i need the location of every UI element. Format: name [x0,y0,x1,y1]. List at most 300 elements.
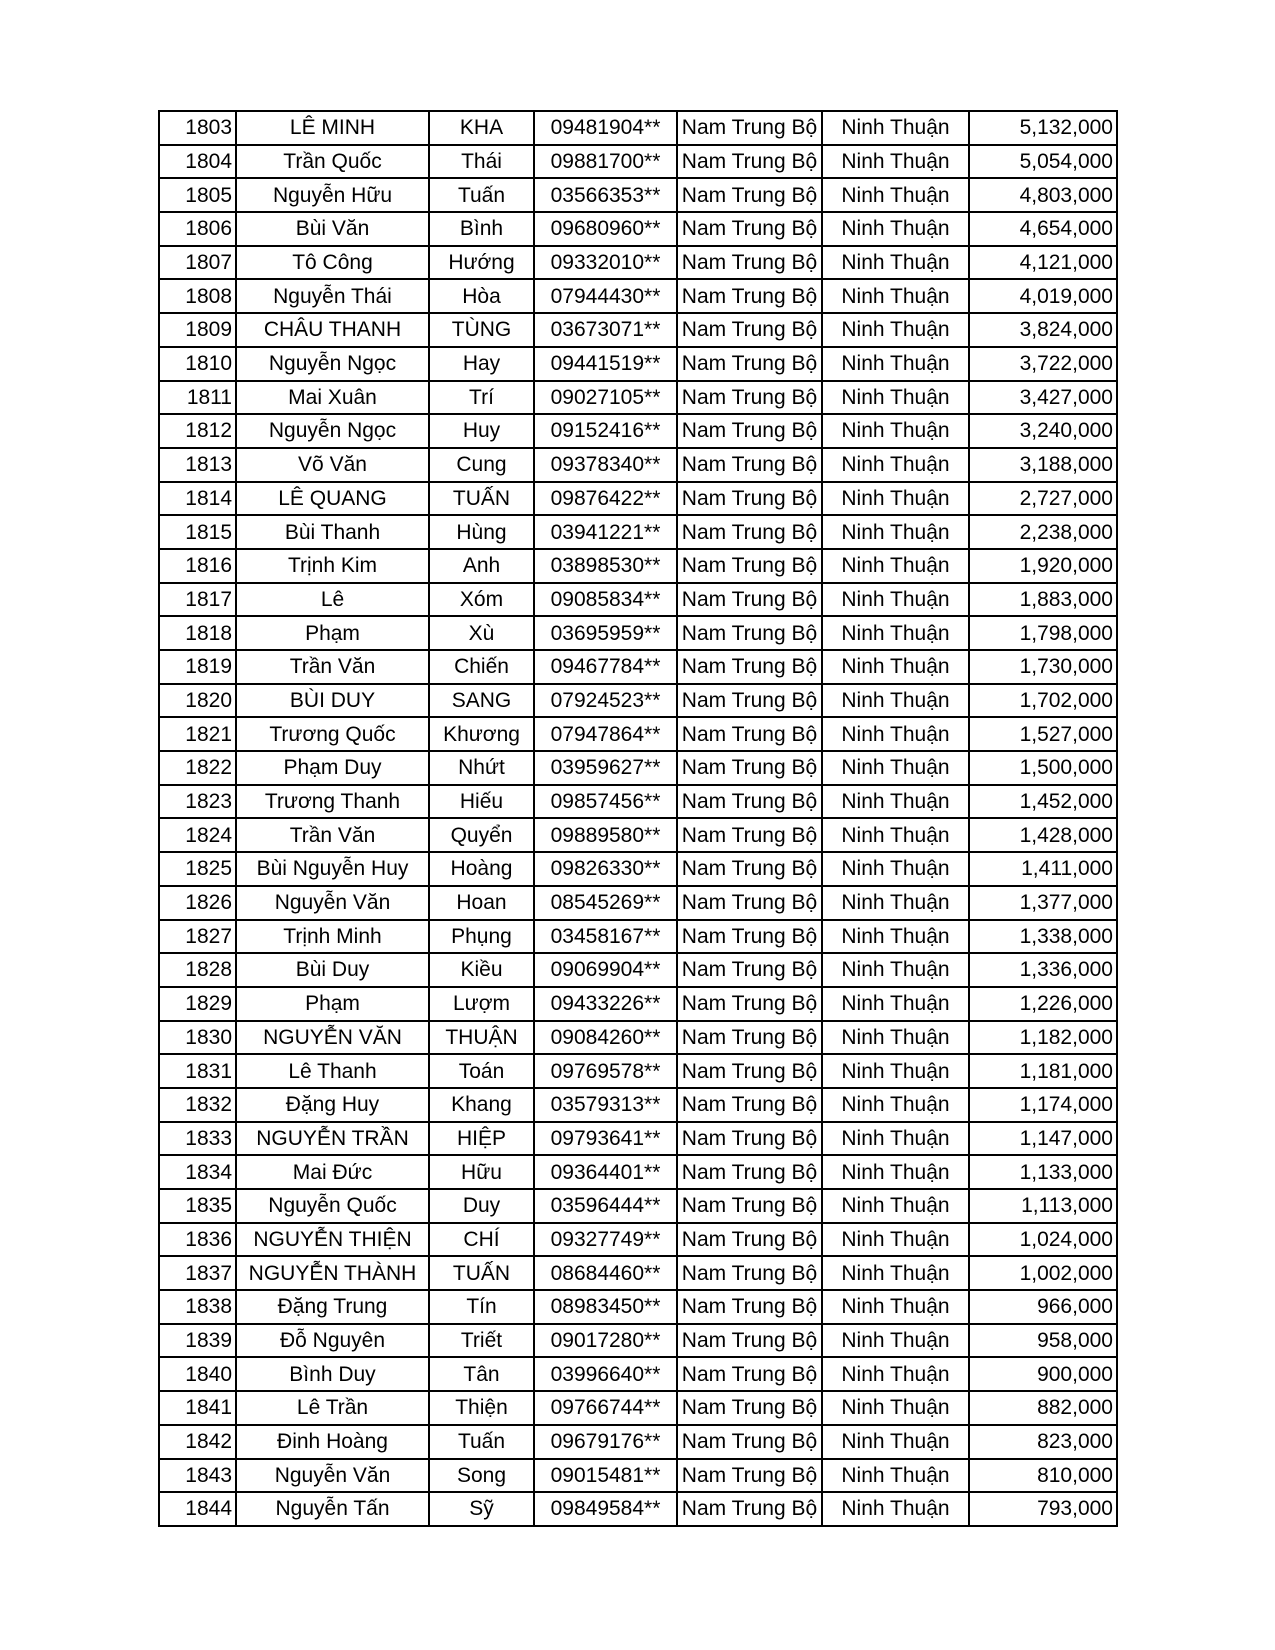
phone-cell: 09876422** [534,482,677,516]
first-middle-name-cell: Phạm [236,616,429,650]
table-row [159,987,1117,1021]
region-cell: Nam Trung Bộ [677,1054,822,1088]
given-name-cell: Tín [429,1290,534,1324]
region-cell: Nam Trung Bộ [677,920,822,954]
beneficiary-table-body [159,111,1117,1526]
amount-cell: 1,147,000 [969,1122,1117,1156]
table-row [159,515,1117,549]
region-cell: Nam Trung Bộ [677,414,822,448]
beneficiary-table [158,110,1118,1527]
phone-cell: 03566353** [534,178,677,212]
given-name-cell: Triết [429,1324,534,1358]
region-cell: Nam Trung Bộ [677,145,822,179]
given-name-cell: Hiếu [429,785,534,819]
amount-cell: 4,654,000 [969,212,1117,246]
given-name-cell: Xóm [429,583,534,617]
first-middle-name-cell: Mai Xuân [236,381,429,415]
given-name-cell: Tuấn [429,1425,534,1459]
first-middle-name-cell: NGUYỄN TRẦN [236,1122,429,1156]
amount-cell: 5,054,000 [969,145,1117,179]
amount-cell: 1,181,000 [969,1054,1117,1088]
given-name-cell: Song [429,1459,534,1493]
phone-cell: 09849584** [534,1492,677,1526]
first-middle-name-cell: Bùi Duy [236,953,429,987]
region-cell: Nam Trung Bộ [677,1088,822,1122]
phone-cell: 03458167** [534,920,677,954]
province-cell: Ninh Thuận [822,1223,969,1257]
given-name-cell: Hoàng [429,852,534,886]
table-row [159,852,1117,886]
province-cell: Ninh Thuận [822,448,969,482]
table-row [159,1492,1117,1526]
first-middle-name-cell: Đặng Trung [236,1290,429,1324]
row-id-cell: 1810 [159,347,236,381]
phone-cell: 09680960** [534,212,677,246]
amount-cell: 5,132,000 [969,111,1117,145]
phone-cell: 09857456** [534,785,677,819]
region-cell: Nam Trung Bộ [677,684,822,718]
table-row [159,1054,1117,1088]
table-row [159,414,1117,448]
given-name-cell: Chiến [429,650,534,684]
table-row [159,279,1117,313]
first-middle-name-cell: Nguyễn Ngọc [236,414,429,448]
province-cell: Ninh Thuận [822,920,969,954]
row-id-cell: 1828 [159,953,236,987]
table-row [159,920,1117,954]
first-middle-name-cell: LÊ MINH [236,111,429,145]
region-cell: Nam Trung Bộ [677,583,822,617]
region-cell: Nam Trung Bộ [677,1189,822,1223]
amount-cell: 966,000 [969,1290,1117,1324]
given-name-cell: Hòa [429,279,534,313]
province-cell: Ninh Thuận [822,684,969,718]
first-middle-name-cell: Mai Đức [236,1155,429,1189]
region-cell: Nam Trung Bộ [677,987,822,1021]
region-cell: Nam Trung Bộ [677,482,822,516]
first-middle-name-cell: Võ Văn [236,448,429,482]
given-name-cell: Khương [429,717,534,751]
phone-cell: 09766744** [534,1391,677,1425]
province-cell: Ninh Thuận [822,1088,969,1122]
first-middle-name-cell: Trương Quốc [236,717,429,751]
row-id-cell: 1816 [159,549,236,583]
row-id-cell: 1822 [159,751,236,785]
given-name-cell: Phụng [429,920,534,954]
table-row [159,448,1117,482]
first-middle-name-cell: Nguyễn Tấn [236,1492,429,1526]
amount-cell: 1,377,000 [969,886,1117,920]
amount-cell: 1,428,000 [969,818,1117,852]
given-name-cell: Hùng [429,515,534,549]
amount-cell: 1,338,000 [969,920,1117,954]
given-name-cell: Sỹ [429,1492,534,1526]
given-name-cell: Cung [429,448,534,482]
province-cell: Ninh Thuận [822,347,969,381]
region-cell: Nam Trung Bộ [677,1021,822,1055]
province-cell: Ninh Thuận [822,145,969,179]
first-middle-name-cell: Bình Duy [236,1357,429,1391]
given-name-cell: Tân [429,1357,534,1391]
given-name-cell: TUẤN [429,482,534,516]
amount-cell: 1,182,000 [969,1021,1117,1055]
region-cell: Nam Trung Bộ [677,1492,822,1526]
amount-cell: 3,188,000 [969,448,1117,482]
given-name-cell: Hay [429,347,534,381]
row-id-cell: 1825 [159,852,236,886]
row-id-cell: 1814 [159,482,236,516]
amount-cell: 1,174,000 [969,1088,1117,1122]
phone-cell: 09152416** [534,414,677,448]
first-middle-name-cell: Phạm [236,987,429,1021]
first-middle-name-cell: Bùi Nguyễn Huy [236,852,429,886]
table-row [159,717,1117,751]
table-row [159,1021,1117,1055]
row-id-cell: 1813 [159,448,236,482]
first-middle-name-cell: BÙI DUY [236,684,429,718]
row-id-cell: 1831 [159,1054,236,1088]
row-id-cell: 1838 [159,1290,236,1324]
row-id-cell: 1835 [159,1189,236,1223]
phone-cell: 09467784** [534,650,677,684]
amount-cell: 3,824,000 [969,313,1117,347]
amount-cell: 1,002,000 [969,1256,1117,1290]
table-row [159,313,1117,347]
given-name-cell: Trí [429,381,534,415]
phone-cell: 07944430** [534,279,677,313]
phone-cell: 09015481** [534,1459,677,1493]
province-cell: Ninh Thuận [822,852,969,886]
given-name-cell: Quyển [429,818,534,852]
phone-cell: 09332010** [534,246,677,280]
row-id-cell: 1843 [159,1459,236,1493]
phone-cell: 09793641** [534,1122,677,1156]
amount-cell: 1,226,000 [969,987,1117,1021]
table-row [159,246,1117,280]
region-cell: Nam Trung Bộ [677,212,822,246]
phone-cell: 07924523** [534,684,677,718]
phone-cell: 09017280** [534,1324,677,1358]
table-row [159,111,1117,145]
amount-cell: 823,000 [969,1425,1117,1459]
amount-cell: 1,730,000 [969,650,1117,684]
row-id-cell: 1837 [159,1256,236,1290]
phone-cell: 08545269** [534,886,677,920]
given-name-cell: KHA [429,111,534,145]
table-row [159,549,1117,583]
amount-cell: 793,000 [969,1492,1117,1526]
region-cell: Nam Trung Bộ [677,347,822,381]
region-cell: Nam Trung Bộ [677,381,822,415]
row-id-cell: 1818 [159,616,236,650]
given-name-cell: Xù [429,616,534,650]
given-name-cell: Tuấn [429,178,534,212]
row-id-cell: 1827 [159,920,236,954]
region-cell: Nam Trung Bộ [677,818,822,852]
province-cell: Ninh Thuận [822,818,969,852]
phone-cell: 09881700** [534,145,677,179]
row-id-cell: 1815 [159,515,236,549]
table-row [159,1290,1117,1324]
row-id-cell: 1817 [159,583,236,617]
table-row [159,381,1117,415]
phone-cell: 03941221** [534,515,677,549]
table-row [159,1223,1117,1257]
region-cell: Nam Trung Bộ [677,448,822,482]
table-row [159,886,1117,920]
region-cell: Nam Trung Bộ [677,1290,822,1324]
region-cell: Nam Trung Bộ [677,1155,822,1189]
first-middle-name-cell: Đỗ Nguyên [236,1324,429,1358]
given-name-cell: Bình [429,212,534,246]
province-cell: Ninh Thuận [822,1054,969,1088]
province-cell: Ninh Thuận [822,515,969,549]
phone-cell: 03673071** [534,313,677,347]
phone-cell: 09441519** [534,347,677,381]
amount-cell: 810,000 [969,1459,1117,1493]
province-cell: Ninh Thuận [822,414,969,448]
given-name-cell: Thiện [429,1391,534,1425]
region-cell: Nam Trung Bộ [677,313,822,347]
phone-cell: 09826330** [534,852,677,886]
first-middle-name-cell: Nguyễn Thái [236,279,429,313]
amount-cell: 1,336,000 [969,953,1117,987]
amount-cell: 900,000 [969,1357,1117,1391]
province-cell: Ninh Thuận [822,381,969,415]
first-middle-name-cell: Lê [236,583,429,617]
phone-cell: 03959627** [534,751,677,785]
given-name-cell: Hoan [429,886,534,920]
amount-cell: 4,019,000 [969,279,1117,313]
first-middle-name-cell: Lê Trần [236,1391,429,1425]
amount-cell: 2,238,000 [969,515,1117,549]
amount-cell: 3,427,000 [969,381,1117,415]
given-name-cell: SANG [429,684,534,718]
amount-cell: 1,798,000 [969,616,1117,650]
table-row [159,1357,1117,1391]
given-name-cell: Duy [429,1189,534,1223]
province-cell: Ninh Thuận [822,279,969,313]
province-cell: Ninh Thuận [822,1189,969,1223]
province-cell: Ninh Thuận [822,1425,969,1459]
table-row [159,1324,1117,1358]
province-cell: Ninh Thuận [822,886,969,920]
phone-cell: 09481904** [534,111,677,145]
province-cell: Ninh Thuận [822,616,969,650]
amount-cell: 1,883,000 [969,583,1117,617]
province-cell: Ninh Thuận [822,111,969,145]
province-cell: Ninh Thuận [822,1021,969,1055]
given-name-cell: HIỆP [429,1122,534,1156]
province-cell: Ninh Thuận [822,987,969,1021]
given-name-cell: Thái [429,145,534,179]
province-cell: Ninh Thuận [822,1256,969,1290]
row-id-cell: 1807 [159,246,236,280]
phone-cell: 09085834** [534,583,677,617]
region-cell: Nam Trung Bộ [677,1324,822,1358]
row-id-cell: 1826 [159,886,236,920]
phone-cell: 09327749** [534,1223,677,1257]
amount-cell: 3,240,000 [969,414,1117,448]
row-id-cell: 1839 [159,1324,236,1358]
region-cell: Nam Trung Bộ [677,1425,822,1459]
first-middle-name-cell: Trịnh Minh [236,920,429,954]
table-row [159,751,1117,785]
given-name-cell: Khang [429,1088,534,1122]
given-name-cell: Hữu [429,1155,534,1189]
amount-cell: 1,113,000 [969,1189,1117,1223]
row-id-cell: 1841 [159,1391,236,1425]
row-id-cell: 1834 [159,1155,236,1189]
region-cell: Nam Trung Bộ [677,1391,822,1425]
province-cell: Ninh Thuận [822,246,969,280]
province-cell: Ninh Thuận [822,178,969,212]
phone-cell: 09769578** [534,1054,677,1088]
first-middle-name-cell: Trần Quốc [236,145,429,179]
amount-cell: 882,000 [969,1391,1117,1425]
first-middle-name-cell: NGUYỄN THIỆN [236,1223,429,1257]
first-middle-name-cell: NGUYỄN THÀNH [236,1256,429,1290]
row-id-cell: 1824 [159,818,236,852]
given-name-cell: Kiều [429,953,534,987]
phone-cell: 03695959** [534,616,677,650]
phone-cell: 08684460** [534,1256,677,1290]
region-cell: Nam Trung Bộ [677,549,822,583]
row-id-cell: 1804 [159,145,236,179]
table-row [159,1088,1117,1122]
region-cell: Nam Trung Bộ [677,953,822,987]
phone-cell: 03579313** [534,1088,677,1122]
amount-cell: 1,024,000 [969,1223,1117,1257]
amount-cell: 1,133,000 [969,1155,1117,1189]
table-row [159,145,1117,179]
table-row [159,1155,1117,1189]
region-cell: Nam Trung Bộ [677,785,822,819]
table-row [159,953,1117,987]
first-middle-name-cell: Lê Thanh [236,1054,429,1088]
given-name-cell: Lượm [429,987,534,1021]
table-row [159,1189,1117,1223]
province-cell: Ninh Thuận [822,549,969,583]
table-row [159,616,1117,650]
given-name-cell: Nhứt [429,751,534,785]
first-middle-name-cell: Trần Văn [236,650,429,684]
region-cell: Nam Trung Bộ [677,1256,822,1290]
province-cell: Ninh Thuận [822,650,969,684]
province-cell: Ninh Thuận [822,953,969,987]
amount-cell: 1,500,000 [969,751,1117,785]
region-cell: Nam Trung Bộ [677,111,822,145]
table-row [159,1122,1117,1156]
amount-cell: 4,803,000 [969,178,1117,212]
first-middle-name-cell: CHÂU THANH [236,313,429,347]
region-cell: Nam Trung Bộ [677,751,822,785]
region-cell: Nam Trung Bộ [677,886,822,920]
row-id-cell: 1833 [159,1122,236,1156]
amount-cell: 1,411,000 [969,852,1117,886]
region-cell: Nam Trung Bộ [677,178,822,212]
given-name-cell: TUẤN [429,1256,534,1290]
amount-cell: 1,920,000 [969,549,1117,583]
province-cell: Ninh Thuận [822,717,969,751]
row-id-cell: 1823 [159,785,236,819]
amount-cell: 1,452,000 [969,785,1117,819]
first-middle-name-cell: Bùi Thanh [236,515,429,549]
region-cell: Nam Trung Bộ [677,1357,822,1391]
first-middle-name-cell: Nguyễn Ngọc [236,347,429,381]
given-name-cell: CHÍ [429,1223,534,1257]
phone-cell: 08983450** [534,1290,677,1324]
first-middle-name-cell: NGUYỄN VĂN [236,1021,429,1055]
first-middle-name-cell: Trương Thanh [236,785,429,819]
first-middle-name-cell: Trần Văn [236,818,429,852]
province-cell: Ninh Thuận [822,1122,969,1156]
region-cell: Nam Trung Bộ [677,515,822,549]
given-name-cell: Huy [429,414,534,448]
first-middle-name-cell: LÊ QUANG [236,482,429,516]
phone-cell: 09889580** [534,818,677,852]
first-middle-name-cell: Nguyễn Văn [236,1459,429,1493]
row-id-cell: 1811 [159,381,236,415]
province-cell: Ninh Thuận [822,751,969,785]
phone-cell: 09378340** [534,448,677,482]
first-middle-name-cell: Trịnh Kim [236,549,429,583]
first-middle-name-cell: Nguyễn Hữu [236,178,429,212]
region-cell: Nam Trung Bộ [677,1223,822,1257]
row-id-cell: 1836 [159,1223,236,1257]
row-id-cell: 1820 [159,684,236,718]
phone-cell: 09069904** [534,953,677,987]
province-cell: Ninh Thuận [822,1492,969,1526]
first-middle-name-cell: Tô Công [236,246,429,280]
province-cell: Ninh Thuận [822,1324,969,1358]
phone-cell: 07947864** [534,717,677,751]
row-id-cell: 1809 [159,313,236,347]
row-id-cell: 1812 [159,414,236,448]
row-id-cell: 1842 [159,1425,236,1459]
phone-cell: 09679176** [534,1425,677,1459]
table-row [159,650,1117,684]
first-middle-name-cell: Bùi Văn [236,212,429,246]
given-name-cell: Hướng [429,246,534,280]
phone-cell: 09364401** [534,1155,677,1189]
amount-cell: 958,000 [969,1324,1117,1358]
region-cell: Nam Trung Bộ [677,852,822,886]
table-row [159,818,1117,852]
table-row [159,1459,1117,1493]
row-id-cell: 1832 [159,1088,236,1122]
region-cell: Nam Trung Bộ [677,1459,822,1493]
first-middle-name-cell: Nguyễn Văn [236,886,429,920]
table-row [159,347,1117,381]
row-id-cell: 1819 [159,650,236,684]
table-row [159,684,1117,718]
first-middle-name-cell: Đinh Hoàng [236,1425,429,1459]
row-id-cell: 1829 [159,987,236,1021]
region-cell: Nam Trung Bộ [677,1122,822,1156]
phone-cell: 09027105** [534,381,677,415]
region-cell: Nam Trung Bộ [677,616,822,650]
province-cell: Ninh Thuận [822,1391,969,1425]
first-middle-name-cell: Phạm Duy [236,751,429,785]
amount-cell: 2,727,000 [969,482,1117,516]
table-row [159,482,1117,516]
province-cell: Ninh Thuận [822,785,969,819]
region-cell: Nam Trung Bộ [677,279,822,313]
amount-cell: 3,722,000 [969,347,1117,381]
province-cell: Ninh Thuận [822,313,969,347]
phone-cell: 03596444** [534,1189,677,1223]
